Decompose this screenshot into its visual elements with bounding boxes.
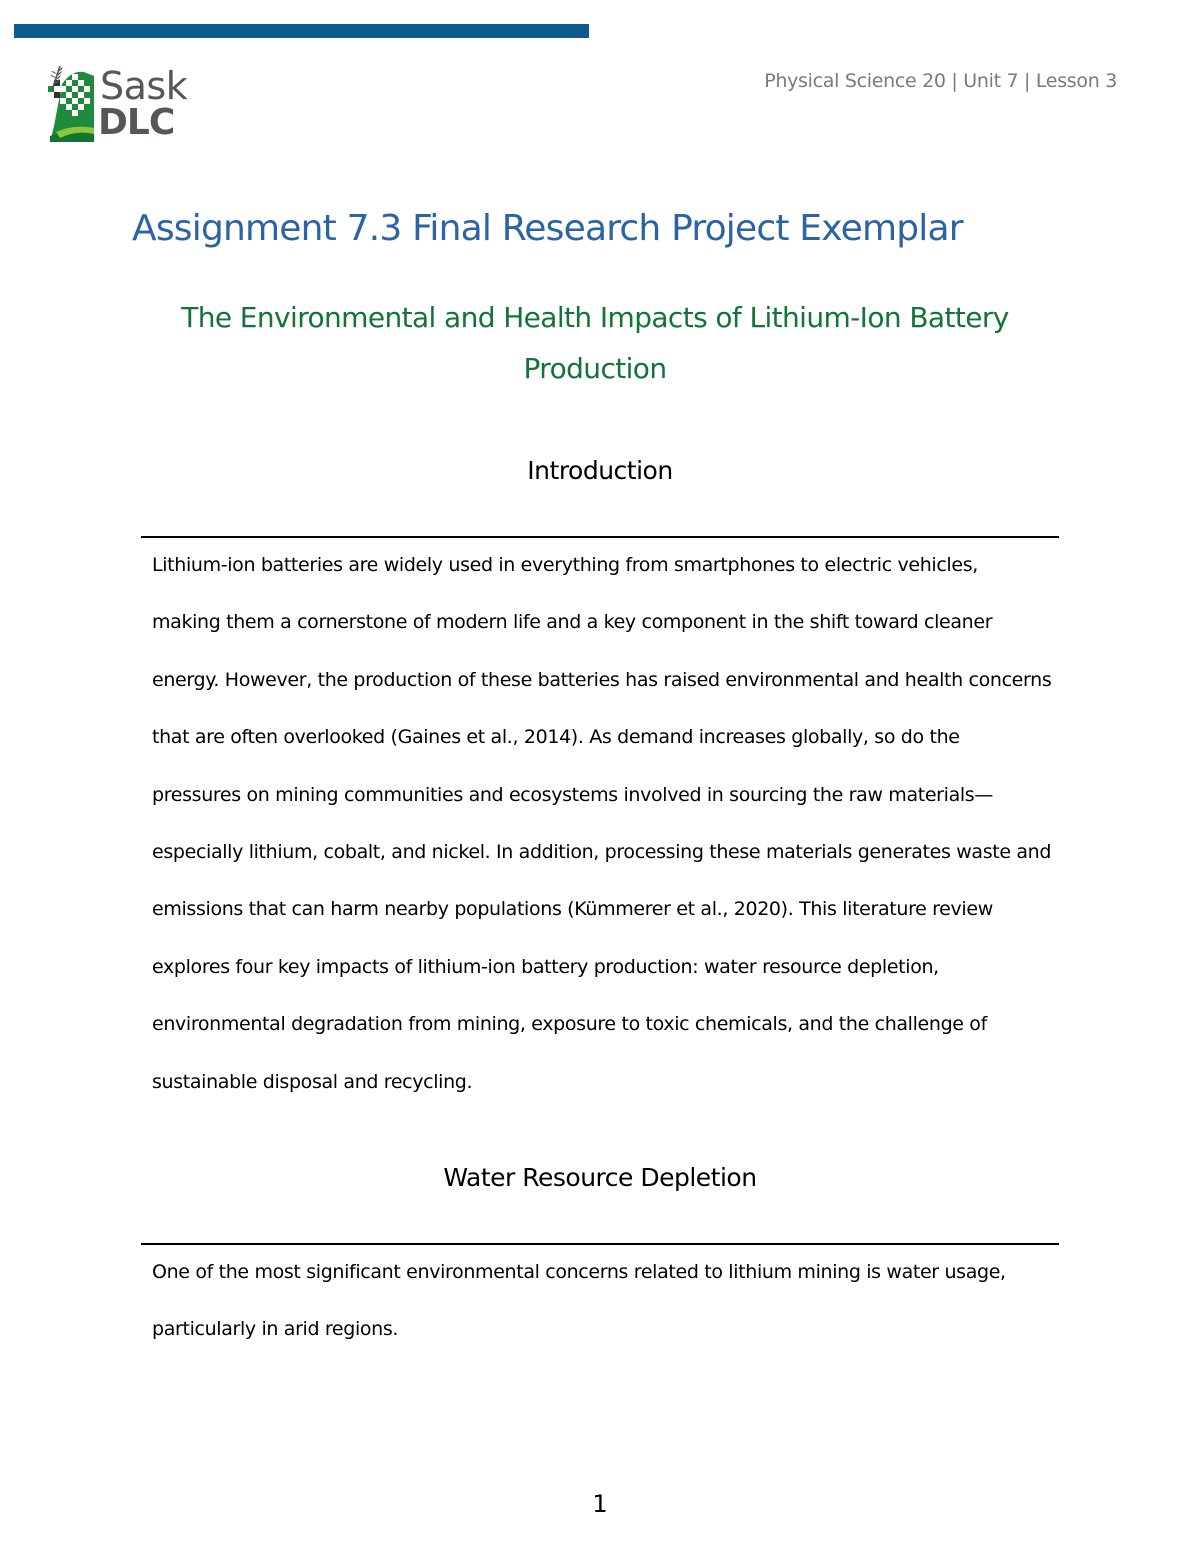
section-heading-introduction: Introduction (527, 456, 673, 485)
assignment-title: Assignment 7.3 Final Research Project Exemplar (132, 208, 963, 249)
logo-text-sask: Sask (100, 64, 188, 108)
paper-title: The Environmental and Health Impacts of Lithium-Ion Battery Production (181, 301, 1009, 385)
top-accent-bar (14, 24, 589, 38)
logo-text-dlc: DLC (98, 102, 175, 143)
course-info: Physical Science 20 | Unit 7 | Lesson 3 (764, 70, 1117, 92)
section-body-water-resource-depletion: One of the most significant environmental concerns related to lithium mining is water usage, particularly in arid regions. (152, 1261, 1006, 1341)
sask-dlc-logo (48, 64, 208, 148)
wheat-icon (48, 64, 64, 90)
section-body-introduction: Lithium-ion batteries are widely used in everything from smartphones to electric vehicles, making them a cornerstone of modern life and a key component in the shift toward cleaner energy. However, the production of these batteries has raised environmental and health concerns that are often overlooked (Gaines et al., 2014). As demand increases globally, so do the pressures on mining communities and ecosystems involved in sourcing the raw materials—especially lithium, cobalt, and nickel. In addition, processing these materials generates waste and emissions that can harm nearby populations (Kümmerer et al., 2020). This literature review explores four key impacts of lithium-ion battery production: water resource depletion, environmental degradation from mining, exposure to toxic chemicals, and the challenge of sustainable disposal and recycling. (152, 554, 1052, 1093)
page-number: 1 (592, 1490, 608, 1518)
section-heading-water-resource-depletion: Water Resource Depletion (443, 1163, 757, 1192)
